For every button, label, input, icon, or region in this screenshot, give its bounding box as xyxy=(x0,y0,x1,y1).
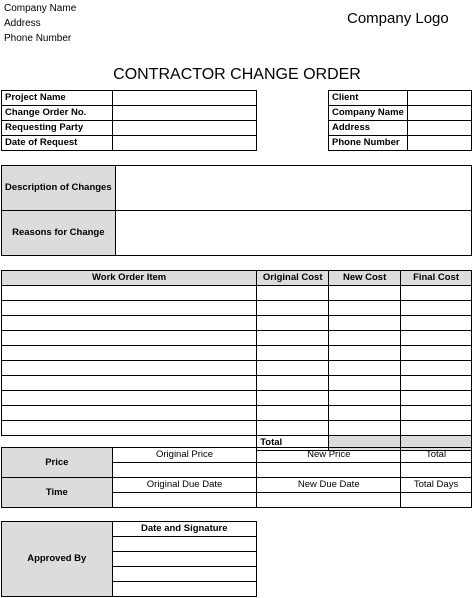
date-signature-header: Date and Signature xyxy=(112,522,256,537)
document-title: CONTRACTOR CHANGE ORDER xyxy=(113,66,361,83)
company-address: Address xyxy=(4,18,41,29)
requesting-party-field[interactable] xyxy=(112,121,256,136)
client-address-label: Address xyxy=(329,121,408,136)
requesting-party-label: Requesting Party xyxy=(2,121,113,136)
work-order-item-header: Work Order Item xyxy=(2,271,257,286)
original-price-header: Original Price xyxy=(112,448,257,463)
description-label: Description of Changes xyxy=(2,166,116,211)
project-name-label: Project Name xyxy=(2,91,113,106)
table-row xyxy=(2,391,472,406)
company-logo: Company Logo xyxy=(347,10,449,27)
changes-table xyxy=(1,165,472,256)
original-cost-header: Original Cost xyxy=(257,271,329,286)
new-price-field[interactable] xyxy=(257,463,401,478)
approval-table xyxy=(1,521,257,597)
table-row xyxy=(2,421,472,436)
table-row xyxy=(2,316,472,331)
total-days-field[interactable] xyxy=(401,493,472,508)
work-order-table xyxy=(1,270,472,451)
signature-line[interactable] xyxy=(112,537,256,552)
client-company-name-label: Company Name xyxy=(329,106,408,121)
price-label: Price xyxy=(2,448,113,478)
table-row xyxy=(2,406,472,421)
total-price-header: Total xyxy=(401,448,472,463)
signature-line[interactable] xyxy=(112,567,256,582)
company-name: Company Name xyxy=(4,3,77,14)
date-of-request-field[interactable] xyxy=(112,136,256,151)
change-order-no-label: Change Order No. xyxy=(2,106,113,121)
original-due-date-field[interactable] xyxy=(112,493,257,508)
client-field[interactable] xyxy=(407,91,471,106)
time-label: Time xyxy=(2,478,113,508)
original-price-field[interactable] xyxy=(112,463,257,478)
description-field[interactable] xyxy=(115,166,471,211)
total-price-field[interactable] xyxy=(401,463,472,478)
price-time-table xyxy=(1,447,472,508)
company-phone: Phone Number xyxy=(4,33,72,44)
final-cost-header: Final Cost xyxy=(401,271,472,286)
date-of-request-label: Date of Request xyxy=(2,136,113,151)
table-row xyxy=(2,331,472,346)
signature-line[interactable] xyxy=(112,552,256,567)
client-phone-label: Phone Number xyxy=(329,136,408,151)
total-label: Total xyxy=(257,436,329,451)
client-info-table xyxy=(328,90,472,151)
approved-by-label: Approved By xyxy=(2,522,113,597)
new-price-header: New Price xyxy=(257,448,401,463)
reasons-field[interactable] xyxy=(115,211,471,256)
client-phone-field[interactable] xyxy=(407,136,471,151)
new-due-date-field[interactable] xyxy=(257,493,401,508)
table-row xyxy=(2,346,472,361)
change-order-no-field[interactable] xyxy=(112,106,256,121)
client-label: Client xyxy=(329,91,408,106)
client-address-field[interactable] xyxy=(407,121,471,136)
table-row xyxy=(2,301,472,316)
new-due-date-header: New Due Date xyxy=(257,478,401,493)
signature-line[interactable] xyxy=(112,582,256,597)
table-row xyxy=(2,376,472,391)
new-cost-header: New Cost xyxy=(329,271,401,286)
client-company-name-field[interactable] xyxy=(407,106,471,121)
total-days-header: Total Days xyxy=(401,478,472,493)
original-due-date-header: Original Due Date xyxy=(112,478,257,493)
project-info-table xyxy=(1,90,257,151)
reasons-label: Reasons for Change xyxy=(2,211,116,256)
table-row xyxy=(2,286,472,301)
table-row xyxy=(2,361,472,376)
project-name-field[interactable] xyxy=(112,91,256,106)
